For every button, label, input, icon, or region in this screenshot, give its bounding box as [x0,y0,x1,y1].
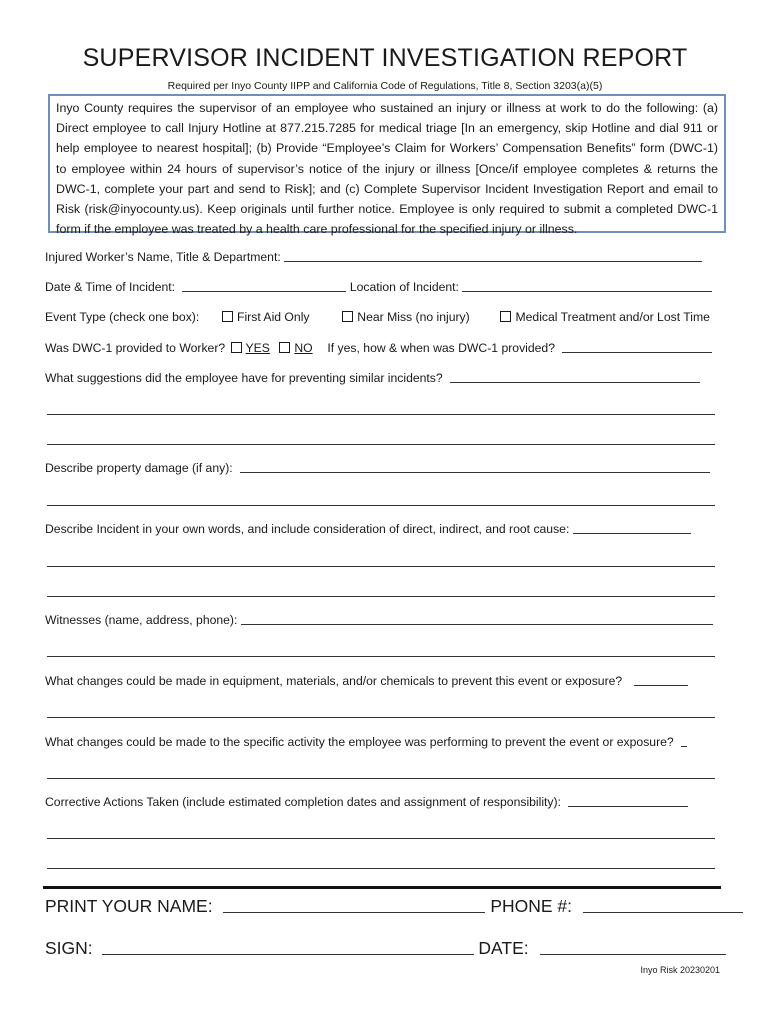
dwc-row [45,339,715,357]
suggestions-label: What suggestions did the employee have for preventing similar incidents? [45,371,443,385]
event-type-label: Event Type (check one box): [45,310,200,324]
equipment-row [45,672,715,690]
witnesses-input-line[interactable] [241,611,713,625]
equipment-label: What changes could be made in equipment, materials, and/or chemicals to prevent this event or exposure? [45,674,623,688]
section-divider [43,886,721,889]
page-title: SUPERVISOR INCIDENT INVESTIGATION REPORT [82,44,688,72]
worker-label: Injured Worker’s Name, Title & Department: [45,250,281,264]
instructions-box: Inyo County requires the supervisor of an employee who sustained an injury or illness at work to do the following: (a) Direct employee to call Injury Hotline at 877.215.7285 for medical triage [In an emergency, skip Hotline and dial 911 or help employee to nearest hospital]; (b) Provide “Employee’s Claim for Workers’ Compensation Benefits” form (DWC-1) to employee within 24 hours of supervisor’s notice of the injury or illness [Once/if employee completes & returns the DWC-1, complete your part and send to Risk]; and (c) Complete Supervisor Incident Investigation Report and email to Risk (risk@inyocounty.us). Keep originals until further notice. Employee is only required to submit a completed DWC-1 form if the employee was treated by a health care professional for the specified injury or illness. [48,94,726,233]
date-input-line[interactable] [540,935,726,955]
sign-row [45,935,715,961]
worker-field-row [45,248,715,266]
phone-label: PHONE #: [490,896,573,916]
property-row [45,459,715,477]
yes-checkbox[interactable] [231,342,242,353]
property-label: Describe property damage (if any): [45,461,233,475]
print-name-label: PRINT YOUR NAME: [45,896,213,916]
dwc-question: Was DWC-1 provided to Worker? [45,341,226,355]
corrective-line-2[interactable] [47,838,715,839]
describe-line-2[interactable] [47,566,715,567]
describe-input-line[interactable] [573,520,691,534]
location-label: Location of Incident: [349,280,459,294]
first-aid-checkbox[interactable] [222,311,233,322]
suggestions-row [45,369,715,387]
activity-row [45,733,715,751]
property-line-2[interactable] [47,505,715,506]
yes-label: YES [245,341,270,355]
event-type-row [45,308,715,326]
no-checkbox[interactable] [279,342,290,353]
near-miss-checkbox[interactable] [342,311,353,322]
describe-label: Describe Incident in your own words, and include consideration of direct, indirect, and root cause: [45,522,570,536]
worker-input-line[interactable] [284,248,702,262]
witnesses-label: Witnesses (name, address, phone): [45,613,238,627]
corrective-label: Corrective Actions Taken (include estimated completion dates and assignment of responsibility): [45,795,561,809]
date-time-label: Date & Time of Incident: [45,280,176,294]
describe-line-3[interactable] [47,596,715,597]
suggestions-line-3[interactable] [47,444,715,445]
corrective-line-3[interactable] [47,868,715,869]
footer-code: Inyo Risk 20230201 [640,965,720,975]
print-name-input-line[interactable] [223,893,485,913]
phone-input-line[interactable] [583,893,743,913]
medical-checkbox[interactable] [500,311,511,322]
equipment-input-line[interactable] [634,672,688,686]
corrective-input-line[interactable] [568,793,688,807]
witnesses-row [45,611,715,629]
sign-label: SIGN: [45,938,93,958]
suggestions-line-2[interactable] [47,414,715,415]
witnesses-line-2[interactable] [47,656,715,657]
property-input-line[interactable] [240,459,710,473]
sign-input-line[interactable] [102,935,474,955]
dwc-when-label: If yes, how & when was DWC-1 provided? [327,341,555,355]
location-input-line[interactable] [462,278,712,292]
medical-label: Medical Treatment and/or Lost Time [515,310,710,324]
dwc-when-input-line[interactable] [562,339,712,353]
date-location-row [45,278,715,296]
no-label: NO [294,341,313,355]
activity-label: What changes could be made to the specific activity the employee was performing to prevent the event or exposure? [45,735,674,749]
page-subtitle: Required per Inyo County IIPP and California Code of Regulations, Title 8, Section 3203(a)(5) [167,80,603,92]
print-name-row [45,893,715,919]
equipment-line-2[interactable] [47,717,715,718]
activity-line-2[interactable] [47,778,715,779]
describe-row [45,520,715,538]
first-aid-label: First Aid Only [237,310,310,324]
corrective-row [45,793,715,811]
activity-input-line[interactable] [681,733,687,747]
near-miss-label: Near Miss (no injury) [357,310,470,324]
date-label: DATE: [478,938,529,958]
suggestions-input-line[interactable] [450,369,700,383]
date-time-input-line[interactable] [182,278,346,292]
